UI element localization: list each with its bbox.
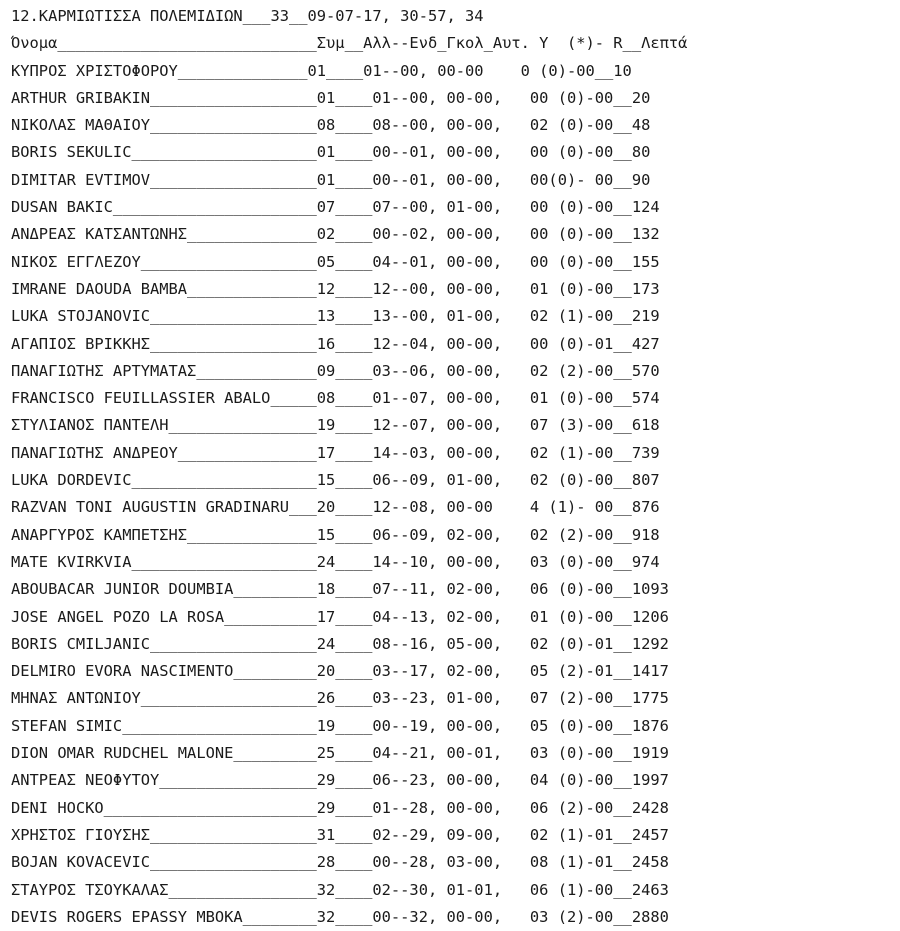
player-row: ΑΓΑΠΙΟΣ ΒΡΙΚΚΗΣ__________________16____12--04, 00-00, 00 (0)-01__427	[11, 334, 660, 353]
player-row: ΜΗΝΑΣ ΑΝΤΩΝΙΟΥ___________________26____03--23, 01-00, 07 (2)-00__1775	[11, 689, 669, 708]
player-row: ΣΤΥΛΙΑΝΟΣ ΠΑΝΤΕΛΗ________________19____12--07, 00-00, 07 (3)-00__618	[11, 416, 660, 435]
player-row: STEFAN SIMIC_____________________19____00--19, 00-00, 05 (0)-00__1876	[11, 716, 669, 735]
player-row: FRANCISCO FEUILLASSIER ABALO_____08____01--07, 00-00, 01 (0)-00__574	[11, 389, 660, 408]
squad-stats-document	[11, 3, 896, 931]
player-row: ΠΑΝΑΓΙΩΤΗΣ ΑΡΤΥΜΑΤΑΣ_____________09____03--06, 00-00, 02 (2)-00__570	[11, 361, 660, 380]
player-row: ΑΝΤΡΕΑΣ ΝΕΟΦΥΤΟΥ_________________29____06--23, 00-00, 04 (0)-00__1997	[11, 771, 669, 790]
player-row: ARTHUR GRIBAKIN__________________01____01--00, 00-00, 00 (0)-00__20	[11, 88, 651, 107]
player-row: BOJAN KOVACEVIC__________________28____00--28, 03-00, 08 (1)-01__2458	[11, 853, 669, 872]
player-row: MATE KVIRKVIA____________________24____14--10, 00-00, 03 (0)-00__974	[11, 552, 660, 571]
player-row: ΑΝΔΡΕΑΣ ΚΑΤΣΑΝΤΩΝΗΣ______________02____00--02, 00-00, 00 (0)-00__132	[11, 225, 660, 244]
player-row: DEVIS ROGERS EPASSY MBOKA________32____00--32, 00-00, 03 (2)-00__2880	[11, 907, 669, 926]
player-row: LUKA STOJANOVIC__________________13____13--00, 01-00, 02 (1)-00__219	[11, 307, 660, 326]
player-row: ΑΝΑΡΓΥΡΟΣ ΚΑΜΠΕΤΣΗΣ______________15____06--09, 02-00, 02 (2)-00__918	[11, 525, 660, 544]
player-row: DELMIRO EVORA NASCIMENTO_________20____03--17, 02-00, 05 (2)-01__1417	[11, 662, 669, 681]
player-row: DION OMAR RUDCHEL MALONE_________25____04--21, 00-01, 03 (0)-00__1919	[11, 744, 669, 763]
team-summary-line: 12.ΚΑΡΜΙΩΤΙΣΣΑ ΠΟΛΕΜΙΔΙΩΝ___33__09-07-17, 30-57, 34	[11, 7, 484, 25]
player-row: BORIS SEKULIC____________________01____00--01, 00-00, 00 (0)-00__80	[11, 143, 651, 162]
player-row: RAZVAN TONI AUGUSTIN GRADINARU___20____12--08, 00-00 4 (1)- 00__876	[11, 498, 660, 517]
player-row: JOSE ANGEL POZO LA ROSA__________17____04--13, 02-00, 01 (0)-00__1206	[11, 607, 669, 626]
player-row: DUSAN BAKIC______________________07____07--00, 01-00, 00 (0)-00__124	[11, 198, 660, 217]
player-row: ΧΡΗΣΤΟΣ ΓΙΟΥΣΗΣ__________________31____02--29, 09-00, 02 (1)-01__2457	[11, 825, 669, 844]
player-row: ΠΑΝΑΓΙΩΤΗΣ ΑΝΔΡΕΟΥ_______________17____14--03, 00-00, 02 (1)-00__739	[11, 443, 660, 462]
column-header-line: Όνομα____________________________Συμ__Αλλ--Ενδ_Γκολ_Αυτ. Υ (*)- R__Λεπτά	[11, 34, 688, 53]
player-row: ΣΤΑΥΡΟΣ ΤΣΟΥΚΑΛΑΣ________________32____02--30, 01-01, 06 (1)-00__2463	[11, 880, 669, 899]
player-row: ΝΙΚΟΛΑΣ ΜΑΘΑΙΟΥ__________________08____08--00, 00-00, 02 (0)-00__48	[11, 116, 651, 135]
player-list	[11, 58, 896, 931]
player-row: ABOUBACAR JUNIOR DOUMBIA_________18____07--11, 02-00, 06 (0)-00__1093	[11, 580, 669, 599]
player-row: ΚΥΠΡΟΣ ΧΡΙΣΤΟΦΟΡΟΥ______________01____01--00, 00-00 0 (0)-00__10	[11, 61, 632, 80]
player-row: IMRANE DAOUDA BAMBA______________12____12--00, 00-00, 01 (0)-00__173	[11, 279, 660, 298]
player-row: ΝΙΚΟΣ ΕΓΓΛΕΖΟΥ___________________05____04--01, 00-00, 00 (0)-00__155	[11, 252, 660, 271]
player-row: DIMITAR EVTIMOV__________________01____00--01, 00-00, 00(0)- 00__90	[11, 170, 651, 189]
player-row: BORIS CMILJANIC__________________24____08--16, 05-00, 02 (0)-01__1292	[11, 634, 669, 653]
player-row: LUKA DORDEVIC____________________15____06--09, 01-00, 02 (0)-00__807	[11, 471, 660, 490]
player-row: DENI HOCKO_______________________29____01--28, 00-00, 06 (2)-00__2428	[11, 798, 669, 817]
